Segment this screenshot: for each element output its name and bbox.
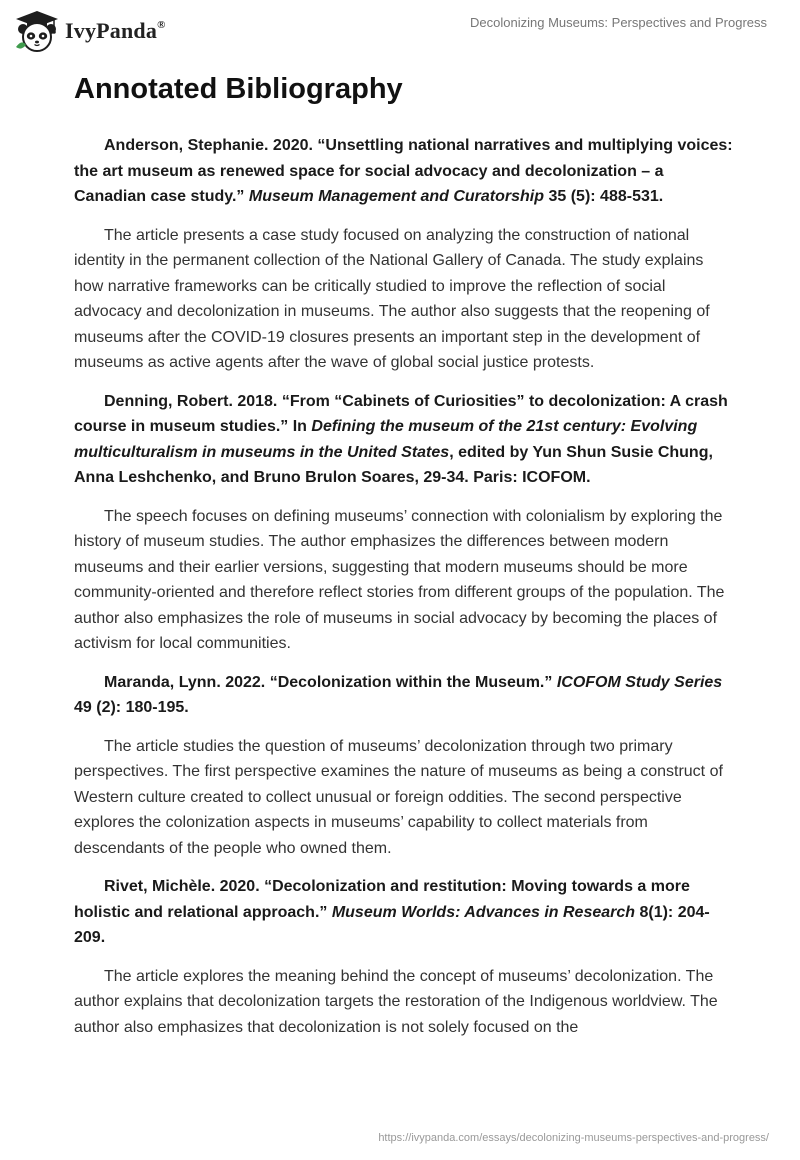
source-url[interactable]: https://ivypanda.com/essays/decolonizing-museums-perspectives-and-progress/: [378, 1132, 769, 1144]
citation-source: ICOFOM Study Series: [556, 673, 723, 691]
citation-source: Museum Management and Curatorship: [248, 188, 545, 205]
annotation-maranda: The article studies the question of museums’ decolonization through two primary perspectives. The first perspective examines the nature of museums as being a construct of Western culture created to collect unusual or foreign oddities. The second perspective explores the colonization aspects in museums’ capability to collect materials from descendants of the people who owned them.: [74, 737, 723, 857]
citation-maranda: Maranda, Lynn. 2022. “Decolonization within the Museum.” ICOFOM Study Series 49 (2): 180-195.: [74, 673, 723, 716]
annotation-rivet: The article explores the meaning behind the concept of museums’ decolonization. The author explains that decolonization targets the restoration of the Indigenous worldview. The author also emphasizes that decolonization is not solely focused on the: [74, 967, 718, 1036]
page-heading: Annotated Bibliography: [74, 73, 403, 105]
brand-name: IvyPanda®: [65, 18, 166, 43]
ivypanda-logo[interactable]: [14, 9, 166, 53]
citation-source: Museum Worlds: Advances in Research: [331, 903, 636, 921]
bibliography-list: [74, 133, 734, 1053]
page-header: [0, 0, 800, 60]
annotation-anderson: The article presents a case study focused on analyzing the construction of national identity in the permanent collection of the National Gallery of Canada. The study explains how narrative frameworks can be critically studied to improve the reflection of social advocacy and decolonization in museums. The author also suggests that the reopening of museums after the COVID-19 closures presents an important step in the development of museums as active agents after the wave of global social justice protests.: [74, 226, 710, 371]
citation-denning: Denning, Robert. 2018. “From “Cabinets of Curiosities” to decolonization: A crash course in museum studies.” In Defining the museum of the 21st century: Evolving multiculturalism in museums in the United States, edited by Yun Shun Susie Chung, Anna Leshchenko, and Bruno Brulon Soares, 29-34. Paris: ICOFOM.: [74, 392, 728, 486]
registered-mark: ®: [157, 18, 166, 31]
annotation-denning: The speech focuses on defining museums’ connection with colonialism by exploring the history of museum studies. The author emphasizes the differences between modern museums and their earlier versions, suggesting that modern museums should be more community-oriented and therefore reflect stories from different groups of the population. The author also emphasizes the role of museums in social advocacy by becoming the places of activism for local communities.: [74, 507, 725, 652]
citation-source: Defining the museum of the 21st century: Evolving multiculturalism in museums in the United States: [74, 418, 698, 461]
citation-rivet: Rivet, Michèle. 2020. “Decolonization and restitution: Moving towards a more holistic and relational approach.” Museum Worlds: Advances in Research 8(1): 204-209.: [74, 878, 710, 946]
citation-anderson: Anderson, Stephanie. 2020. “Unsettling national narratives and multiplying voices: the art museum as renewed space for social advocacy and decolonization – a Canadian case study.” Museum Management and Curatorship 35 (5): 488-531.: [74, 137, 733, 205]
panda-graduate-icon: [14, 9, 60, 53]
document-title: Decolonizing Museums: Perspectives and Progress: [470, 15, 767, 30]
